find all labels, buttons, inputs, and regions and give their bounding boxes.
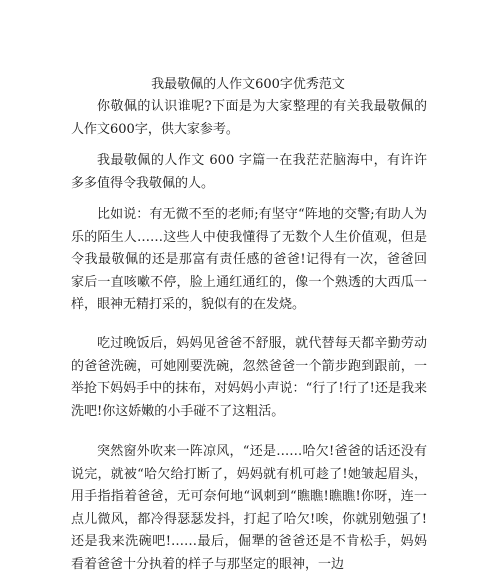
paragraph-intro: 你敬佩的认识谁呢?下面是为大家整理的有关我最敬佩的人作文600字，供大家参考。	[71, 99, 427, 137]
paragraph-cold-wind: 突然窗外吹来一阵凉风，“还是……哈欠!爸爸的话还没有说完，就被“哈欠给打断了，妈妈就有机可趁了!她皱起眉头，用手指指着爸爸，无可奈何地“讽刺到“瞧瞧!瞧瞧!你呀，连一点儿微风，都冷得瑟瑟发抖，打起了哈欠!唉，你就别勉强了!还是我来洗碗吧!……最后，倔犟的爸爸还是不肯松手，妈妈看着爸爸十分执着的样子与那坚定的眼神，一边	[71, 444, 427, 572]
paragraph-essay-opening: 我最敬佩的人作文 600 字篇一在我茫茫脑海中，有许许多多值得令我敬佩的人。	[71, 153, 427, 191]
document-title: 我最敬佩的人作文600字优秀范文	[151, 77, 345, 92]
paragraph-example: 比如说：有无微不至的老师;有坚守“阵地的交警;有助人为乐的陌生人……这些人中使我懂得了无数个人生价值观，但是令我最敬佩的还是那富有责任感的爸爸!记得有一次，爸爸回家后一直咳嗽不停，脸上通红通红的，像一个熟透的大西瓜一样，眼神无精打采的，貌似有的在发烧。	[71, 207, 427, 312]
paragraph-after-dinner: 吃过晚饭后，妈妈见爸爸不舒服，就代替每天都辛勤劳动的爸爸洗碗，可她刚要洗碗，忽然爸爸一个箭步跑到跟前，一举抢下妈妈手中的抹布，对妈妈小声说：“行了!行了!还是我来洗吧!你这娇嫩的小手碰不了这粗活。	[71, 336, 427, 419]
